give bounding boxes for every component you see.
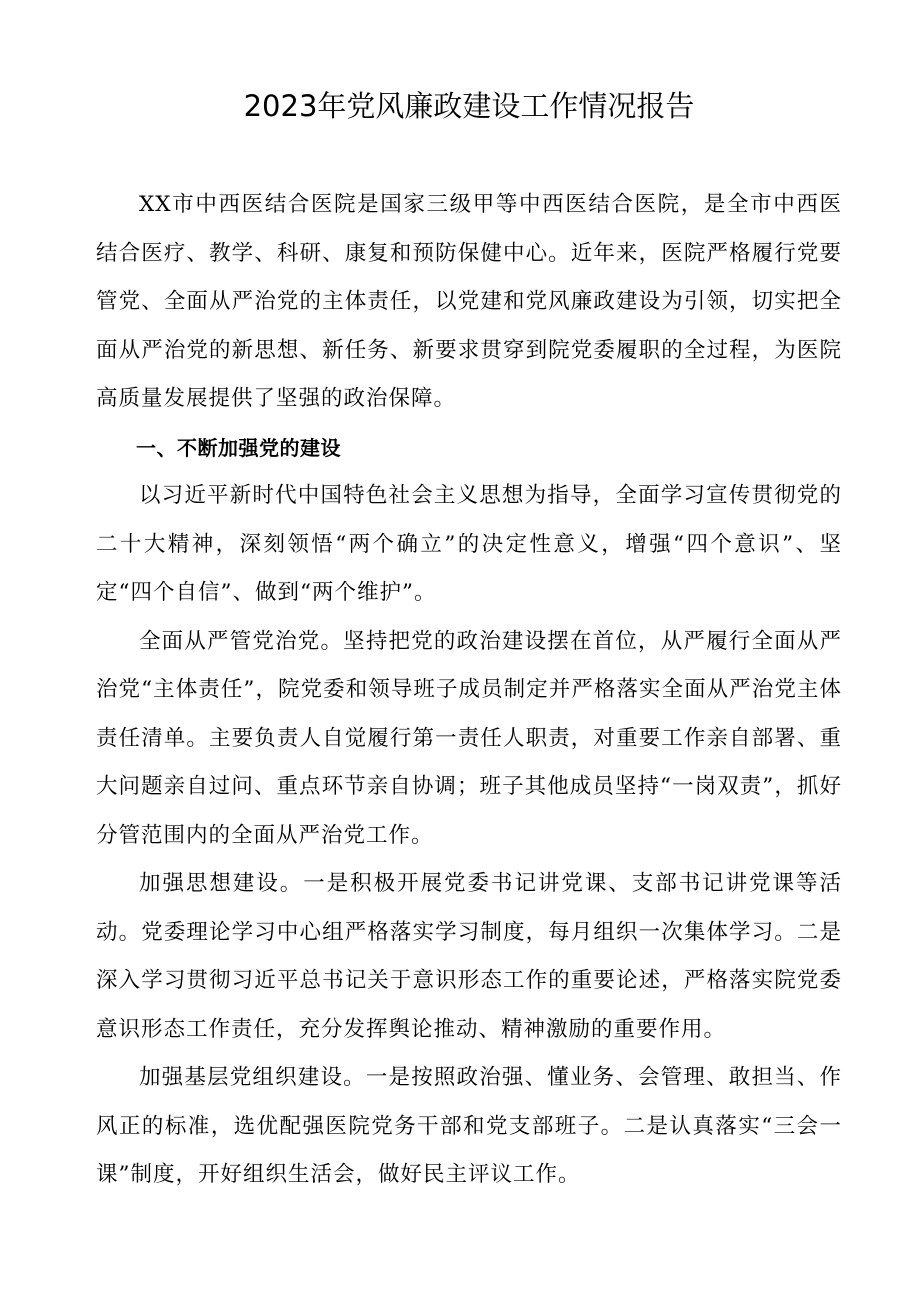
body-paragraph-ideological-building: 加强思想建设。一是积极开展党委书记讲党课、支部书记讲党课等活动。党委理论学习中心组严格落实学习制度，每月组织一次集体学习。二是深入学习贯彻习近平总书记关于意识形态工作的重要论述，严格落实院党委意识形态工作责任，充分发挥舆论推动、精神激励的重要作用。 — [96, 871, 842, 1042]
body-paragraph-party-governance: 全面从严管党治党。坚持把党的政治建设摆在首位，从严履行全面从严治党“主体责任”，院党委和领导班子成员制定并严格落实全面从严治党主体责任清单。主要负责人自觉履行第一责任人职责，对重要工作亲自部署、重大问题亲自过问、重点环节亲自协调；班子其他成员坚持“一岗双责”，抓好分管范围内的全面从严治党工作。 — [96, 628, 842, 848]
document-body — [96, 181, 842, 1200]
body-paragraph-grassroots-building: 加强基层党组织建设。一是按照政治强、懂业务、会管理、敢担当、作风正的标准，选优配强医院党务干部和党支部班子。二是认真落实“三会一课”制度，开好组织生活会，做好民主评议工作。 — [96, 1065, 842, 1187]
document-title: 2023年党风廉政建设工作情况报告 — [243, 89, 695, 123]
body-paragraph-guiding-thought: 以习近平新时代中国特色社会主义思想为指导，全面学习宣传贯彻党的二十大精神，深刻领悟“两个确立”的决定性意义，增强“四个意识”、坚定“四个自信”、做到“两个维护”。 — [96, 483, 842, 605]
intro-paragraph: XX市中西医结合医院是国家三级甲等中西医结合医院，是全市中西医结合医疗、教学、科研、康复和预防保健中心。近年来，医院严格履行党要管党、全面从严治党的主体责任，以党建和党风廉政建设为引领，切实把全面从严治党的新思想、新任务、新要求贯穿到院党委履职的全过程，为医院高质量发展提供了坚强的政治保障。 — [96, 192, 842, 411]
section-heading: 一、不断加强党的建设 — [136, 435, 341, 460]
